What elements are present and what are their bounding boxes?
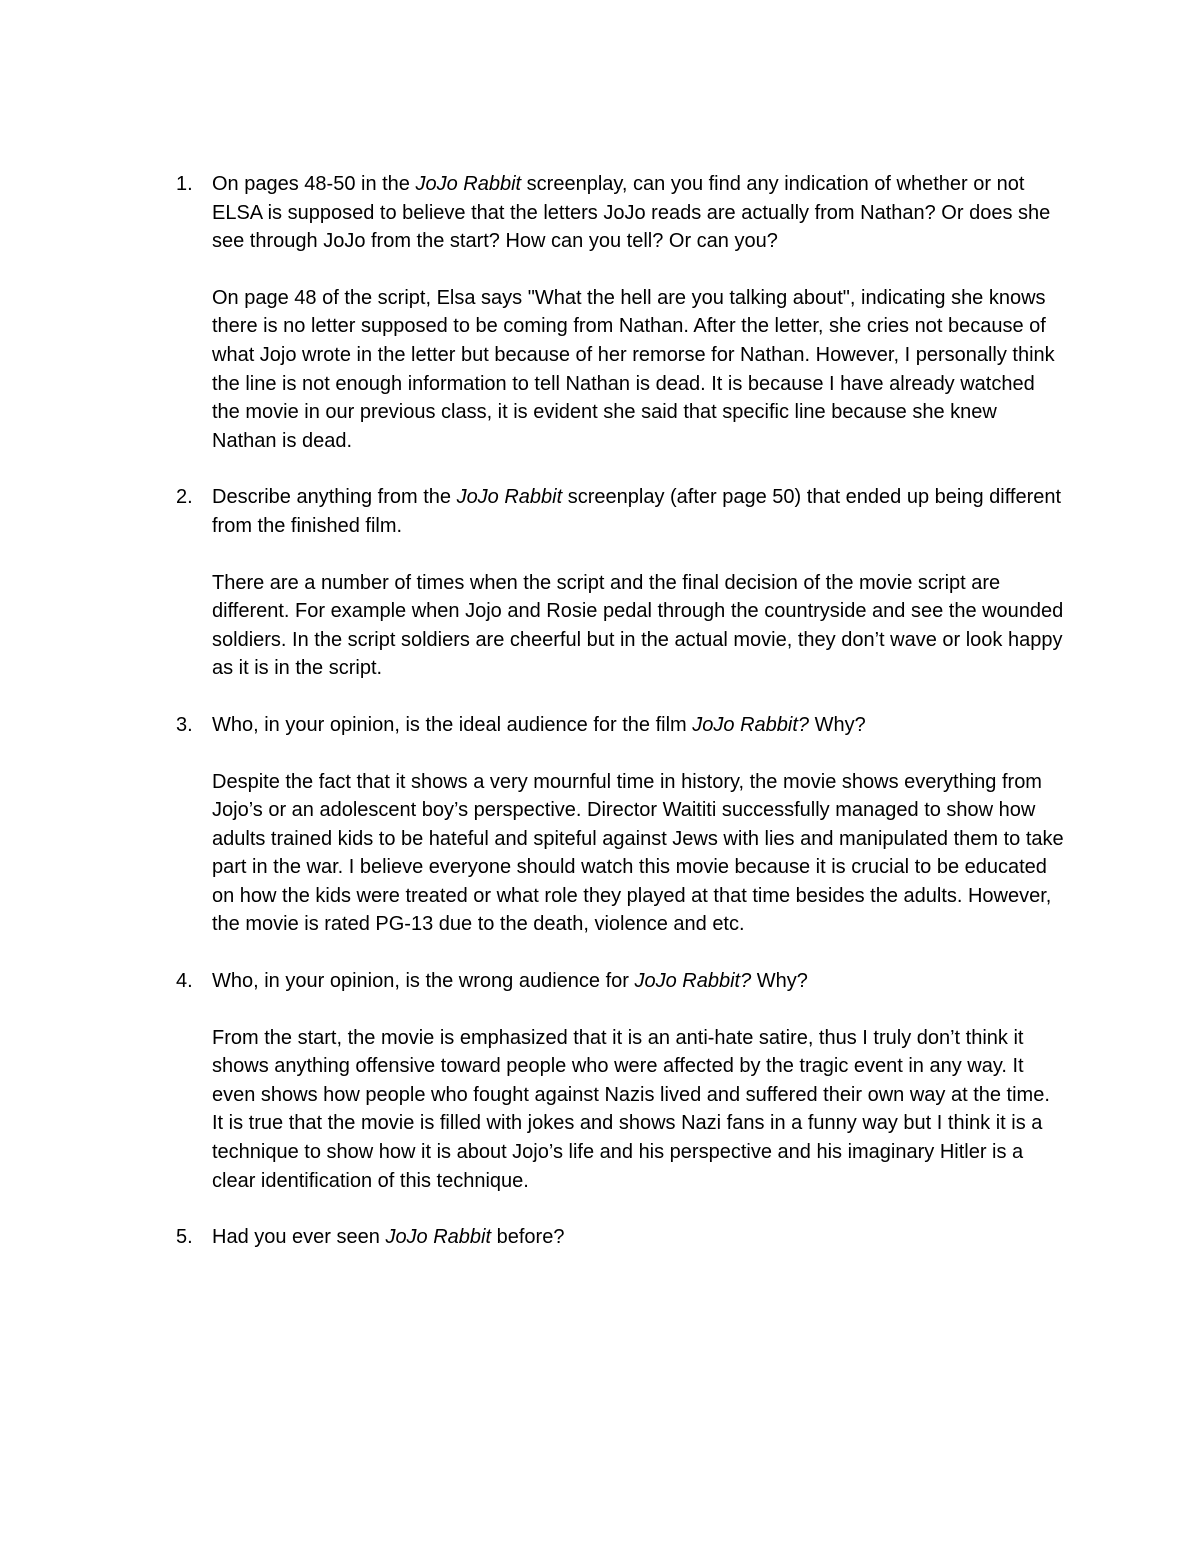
question-number: 4. (176, 970, 193, 993)
question-number: 1. (176, 173, 193, 195)
film-title: JoJo Rabbit (456, 486, 563, 509)
film-title: JoJo Rabbit? (634, 970, 752, 993)
question-text-part: Why? (809, 713, 866, 736)
question-text (212, 711, 1066, 740)
question-item-4 (166, 967, 1066, 1195)
question-item-3 (166, 711, 1066, 939)
question-number: 2. (176, 486, 193, 509)
film-title: JoJo Rabbit (415, 173, 522, 195)
answer-text: Despite the fact that it shows a very mournful time in history, the movie shows everything from Jojo’s or an adolescent boy’s perspective. Director Waititi successfully managed to show how adults trained kids to be hateful and spiteful against Jews with lies and manipulated them to take part in the war. I believe everyone should watch this movie because it is crucial to be educated on how the kids were treated or what role they played at that time besides the adults. However, the movie is rated PG-13 due to the death, violence and etc. (212, 770, 1064, 936)
question-text-part: Why? (751, 970, 808, 993)
question-text (212, 967, 1066, 996)
question-text-part: before? (491, 1226, 565, 1249)
question-text (212, 483, 1066, 540)
question-number: 5. (176, 1226, 193, 1249)
question-text-part: Describe anything from the (212, 486, 457, 509)
question-item-5 (166, 1223, 1066, 1252)
question-text-part: Had you ever seen (212, 1226, 386, 1249)
question-text (212, 170, 1066, 256)
question-list (166, 170, 1066, 1280)
film-title: JoJo Rabbit (385, 1226, 492, 1249)
answer-text: From the start, the movie is emphasized that it is an anti-hate satire, thus I truly don’t think it shows anything offensive toward people who were affected by the tragic event in any way. It even shows how people who fought against Nazis lived and suffered their own way at the time. It is true that the movie is filled with jokes and shows Nazi fans in a funny way but I think it is a technique to show how it is about Jojo’s life and his perspective and his imaginary Hitler is a clear identification of this technique. (212, 1026, 1050, 1192)
question-text-part: Who, in your opinion, is the wrong audience for (212, 970, 635, 993)
question-item-2 (166, 483, 1066, 683)
question-text (212, 1223, 1066, 1252)
question-text-part: screenplay (after page 50) that ended up being different from the finished film. (212, 486, 1062, 537)
question-text-part: screenplay, can you find any indication of whether or not ELSA is supposed to believe that the letters JoJo reads are actually from Nathan? Or does she see through JoJo from the start? How can you tell? Or can you? (212, 173, 1051, 253)
answer-text: There are a number of times when the script and the final decision of the movie script are different. For example when Jojo and Rosie pedal through the countryside and see the wounded soldiers. In the script soldiers are cheerful but in the actual movie, they don’t wave or look happy as it is in the script. (212, 571, 1064, 680)
question-number: 3. (176, 713, 193, 736)
question-item-1 (166, 170, 1066, 455)
film-title: JoJo Rabbit? (692, 713, 810, 736)
answer-text: On page 48 of the script, Elsa says "What the hell are you talking about", indicating she knows there is no letter supposed to be coming from Nathan. After the letter, she cries not because of what Jojo wrote in the letter but because of her remorse for Nathan. However, I personally think the line is not enough information to tell Nathan is dead. It is because I have already watched the movie in our previous class, it is evident she said that specific line because she knew Nathan is dead. (212, 286, 1055, 452)
question-text-part: Who, in your opinion, is the ideal audience for the film (212, 713, 693, 736)
question-text-part: On pages 48-50 in the (212, 173, 416, 195)
